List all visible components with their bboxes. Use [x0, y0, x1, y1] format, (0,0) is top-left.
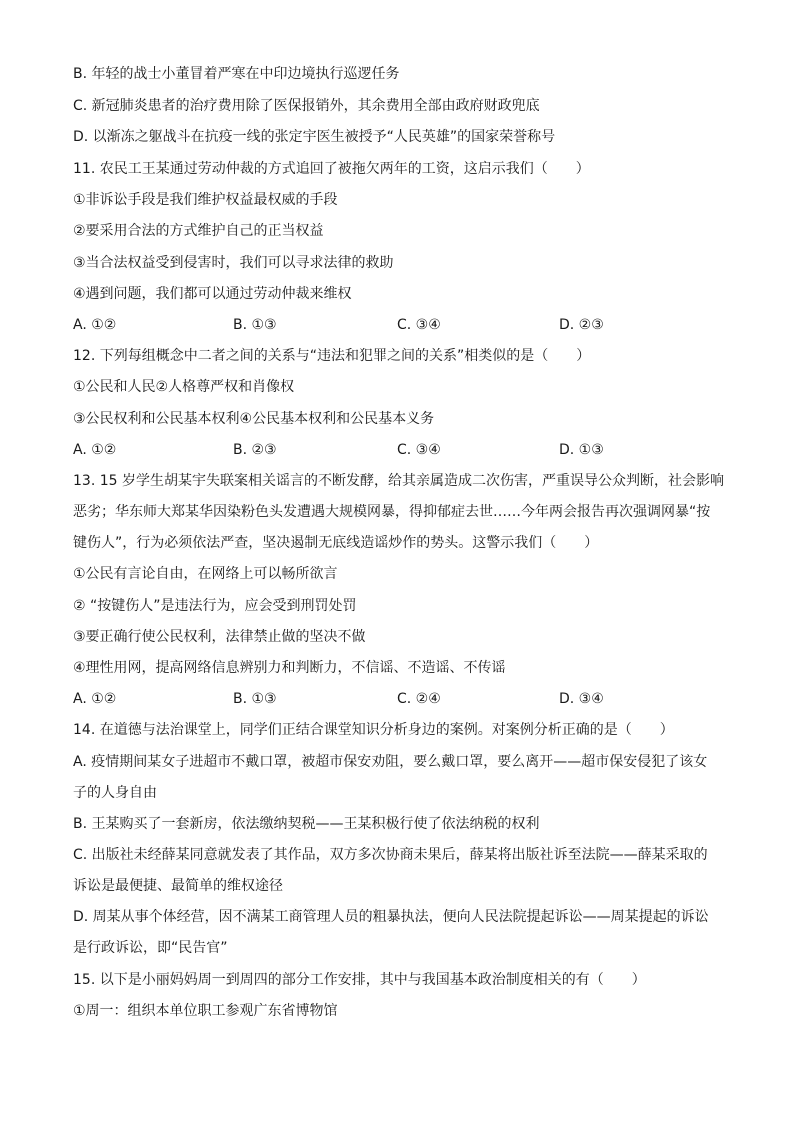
q13-choice-c: C. ②④	[397, 691, 441, 707]
q11-statement-2: ②要采用合法的方式维护自己的正当权益	[73, 223, 324, 239]
q13-statement-4: ④理性用网，提高网络信息辨别力和判断力，不信谣、不造谣、不传谣	[73, 660, 506, 676]
q14-option-d-line-2: 是行政诉讼，即“民告官”	[73, 940, 228, 956]
q13-choice-d: D. ③④	[559, 691, 604, 707]
q13-choice-b: B. ①③	[233, 691, 277, 707]
q10-option-b: B. 年轻的战士小董冒着严寒在中印边境执行巡逻任务	[73, 66, 400, 82]
q13-statement-3: ③要正确行使公民权利，法律禁止做的坚决不做	[73, 629, 366, 645]
q13-statement-2: ② “按键伤人”是违法行为，应会受到刑罚处罚	[73, 598, 357, 614]
q12-statement-1-2: ①公民和人民②人格尊严权和肖像权	[73, 379, 295, 395]
q12-stem: 12. 下列每组概念中二者之间的关系与“违法和犯罪之间的关系”相类似的是（ ）	[73, 348, 591, 364]
q13-stem-line-3: 键伤人”，行为必须依法严查，坚决遏制无底线造谣炒作的势头。这警示我们（ ）	[73, 535, 599, 551]
q14-option-d-line-1: D. 周某从事个体经营，因不满某工商管理人员的粗暴执法，便向人民法院提起诉讼——周某提起的诉讼	[73, 909, 709, 925]
q14-option-c-line-1: C. 出版社未经薛某同意就发表了其作品，双方多次协商未果后，薛某将出版社诉至法院——薛某采取的	[73, 847, 708, 863]
q12-choice-b: B. ②③	[233, 442, 277, 458]
q11-choice-d: D. ②③	[559, 317, 604, 333]
q13-options	[73, 689, 733, 709]
q13-stem-line-2: 恶劣；华东师大郑某华因染粉色头发遭遇大规模网暴，得抑郁症去世……今年两会报告再次强调网暴“按	[73, 504, 711, 520]
q14-option-a-line-1: A. 疫情期间某女子进超市不戴口罩，被超市保安劝阻，要么戴口罩，要么离开——超市保安侵犯了该女	[73, 754, 708, 770]
q12-choice-d: D. ①③	[559, 442, 604, 458]
q14-option-a-line-2: 子的人身自由	[73, 785, 157, 801]
q11-statement-4: ④遇到问题，我们都可以通过劳动仲裁来维权	[73, 286, 352, 302]
q12-options	[73, 440, 733, 460]
q15-item-1: ①周一：组织本单位职工参观广东省博物馆	[73, 1003, 338, 1019]
q12-choice-a: A. ①②	[73, 442, 117, 458]
q12-choice-c: C. ③④	[397, 442, 441, 458]
q11-choice-a: A. ①②	[73, 317, 117, 333]
q10-option-c: C. 新冠肺炎患者的治疗费用除了医保报销外，其余费用全部由政府财政兜底	[73, 98, 540, 114]
q11-stem: 11. 农民工王某通过劳动仲裁的方式追回了被拖欠两年的工资，这启示我们（ ）	[73, 161, 590, 177]
q11-options	[73, 315, 733, 335]
q11-choice-b: B. ①③	[233, 317, 277, 333]
q10-option-d: D. 以渐冻之躯战斗在抗疫一线的张定宇医生被授予“人民英雄”的国家荣誉称号	[73, 129, 556, 145]
q13-stem-line-1: 13. 15 岁学生胡某宇失联案相关谣言的不断发酵，给其亲属造成二次伤害，严重误导公众判断，社会影响	[73, 473, 724, 489]
q15-stem: 15. 以下是小丽妈妈周一到周四的部分工作安排，其中与我国基本政治制度相关的有（ ）	[73, 972, 646, 988]
q13-statement-1: ①公民有言论自由，在网络上可以畅所欲言	[73, 566, 338, 582]
q11-statement-3: ③当合法权益受到侵害时，我们可以寻求法律的救助	[73, 255, 394, 271]
q14-option-b: B. 王某购买了一套新房，依法缴纳契税——王某积极行使了依法纳税的权利	[73, 816, 540, 832]
q11-choice-c: C. ③④	[397, 317, 441, 333]
q11-statement-1: ①非诉讼手段是我们维护权益最权威的手段	[73, 192, 338, 208]
q12-statement-3-4: ③公民权利和公民基本权利④公民基本权利和公民基本义务	[73, 411, 435, 427]
q14-option-c-line-2: 诉讼是最便捷、最简单的维权途径	[73, 878, 283, 894]
q13-choice-a: A. ①②	[73, 691, 117, 707]
q14-stem: 14. 在道德与法治课堂上，同学们正结合课堂知识分析身边的案例。对案例分析正确的是（ ）	[73, 722, 674, 738]
